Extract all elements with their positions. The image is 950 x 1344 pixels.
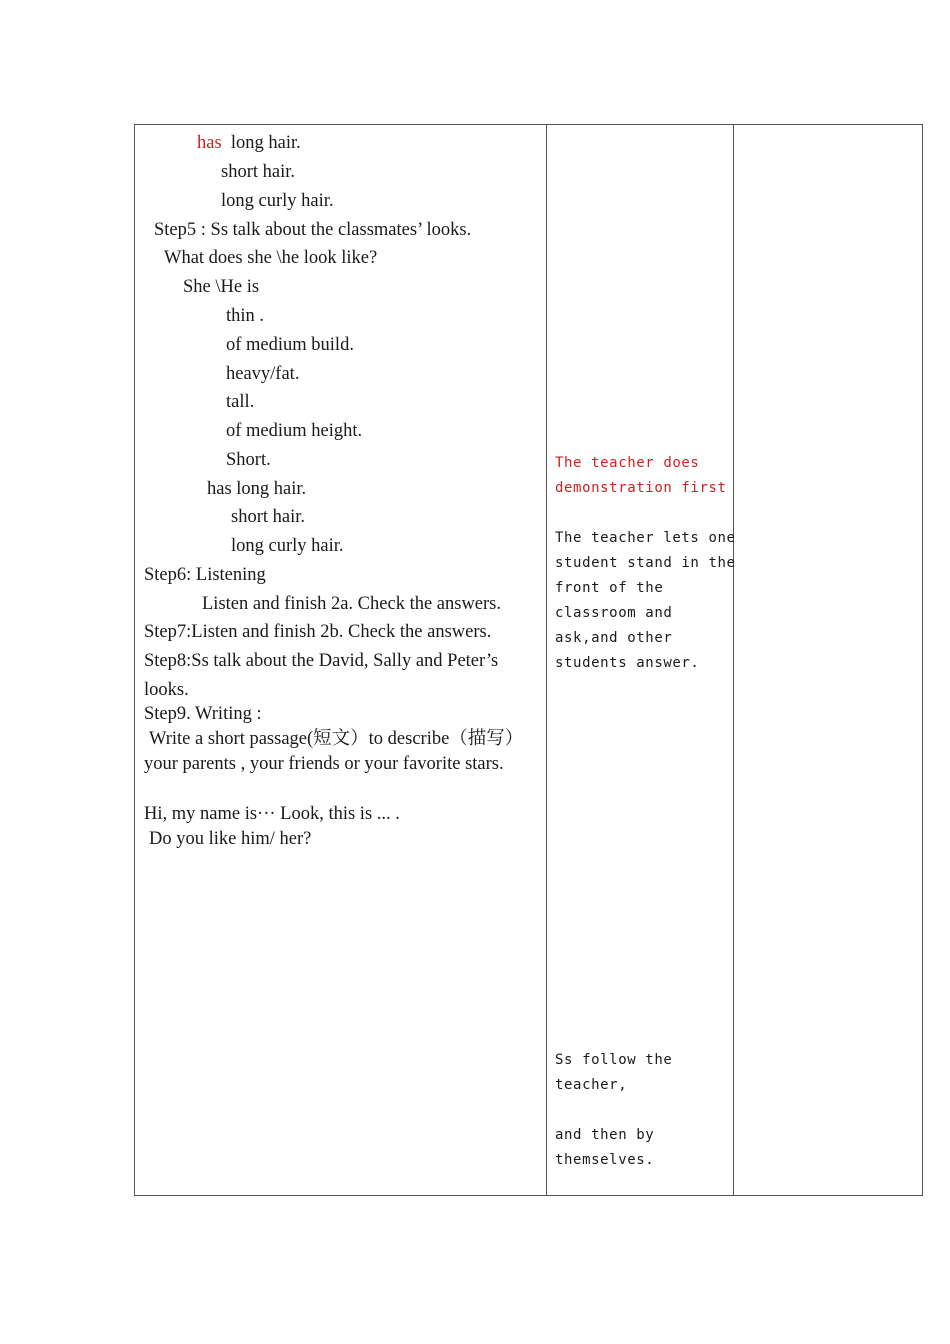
short-hair-text-2: short hair.: [231, 507, 305, 527]
short-text: Short.: [226, 450, 271, 470]
long-hair-text: long hair.: [230, 133, 301, 153]
sample-intro-text: Hi, my name is··· Look, this is ... .: [144, 804, 400, 824]
notes-column: [546, 125, 734, 1195]
sample-question-text: Do you like him/ her?: [149, 829, 312, 849]
step6-heading: Step6: Listening: [144, 565, 266, 585]
step8-heading: Step8:Ss talk about the David, Sally and Peter’s: [144, 651, 499, 671]
thin-text: thin .: [226, 306, 265, 326]
follow-note-line-4: themselves.: [555, 1152, 655, 1168]
procedure-column: [135, 125, 547, 1195]
lesson-plan-table: [134, 124, 923, 1196]
lets-note-line-2: student stand in the: [555, 555, 736, 571]
has-long-hair-text: has long hair.: [207, 479, 307, 499]
step8-continued: looks.: [144, 680, 189, 700]
long-curly-hair-text-2: long curly hair.: [231, 536, 344, 556]
lets-note-line-1: The teacher lets one: [555, 530, 736, 546]
lets-note-line-3: front of the: [555, 580, 664, 596]
heavy-fat-text: heavy/fat.: [226, 364, 300, 384]
look-question: What does she \he look like?: [164, 248, 378, 268]
long-curly-hair-text: long curly hair.: [221, 191, 334, 211]
tall-text: tall.: [226, 392, 255, 412]
follow-note-line-2: teacher,: [555, 1077, 628, 1093]
listen-2a-text: Listen and finish 2a. Check the answers.: [202, 594, 502, 614]
has-line: [197, 134, 301, 153]
has-highlight: has: [197, 133, 222, 153]
medium-height-text: of medium height.: [226, 421, 363, 441]
empty-column: [733, 125, 922, 1195]
lets-note-line-6: students answer.: [555, 655, 700, 671]
step7-heading: Step7:Listen and finish 2b. Check the answers.: [144, 622, 492, 642]
demo-note-line-2: demonstration first: [555, 480, 727, 496]
step9-heading: Step9. Writing :: [144, 704, 262, 724]
writing-task-text: Write a short passage(短文）to describe（描写）: [149, 729, 524, 749]
lets-note-line-5: ask,and other: [555, 630, 673, 646]
she-he-is-text: She \He is: [183, 277, 260, 297]
follow-note-line-3: and then by: [555, 1127, 655, 1143]
short-hair-text: short hair.: [221, 162, 295, 182]
medium-build-text: of medium build.: [226, 335, 354, 355]
writing-task-continued: your parents , your friends or your favorite stars.: [144, 754, 504, 774]
lets-note-line-4: classroom and: [555, 605, 673, 621]
step5-heading: Step5 : Ss talk about the classmates’ looks.: [154, 220, 472, 240]
demo-note-line-1: The teacher does: [555, 455, 700, 471]
follow-note-line-1: Ss follow the: [555, 1052, 673, 1068]
